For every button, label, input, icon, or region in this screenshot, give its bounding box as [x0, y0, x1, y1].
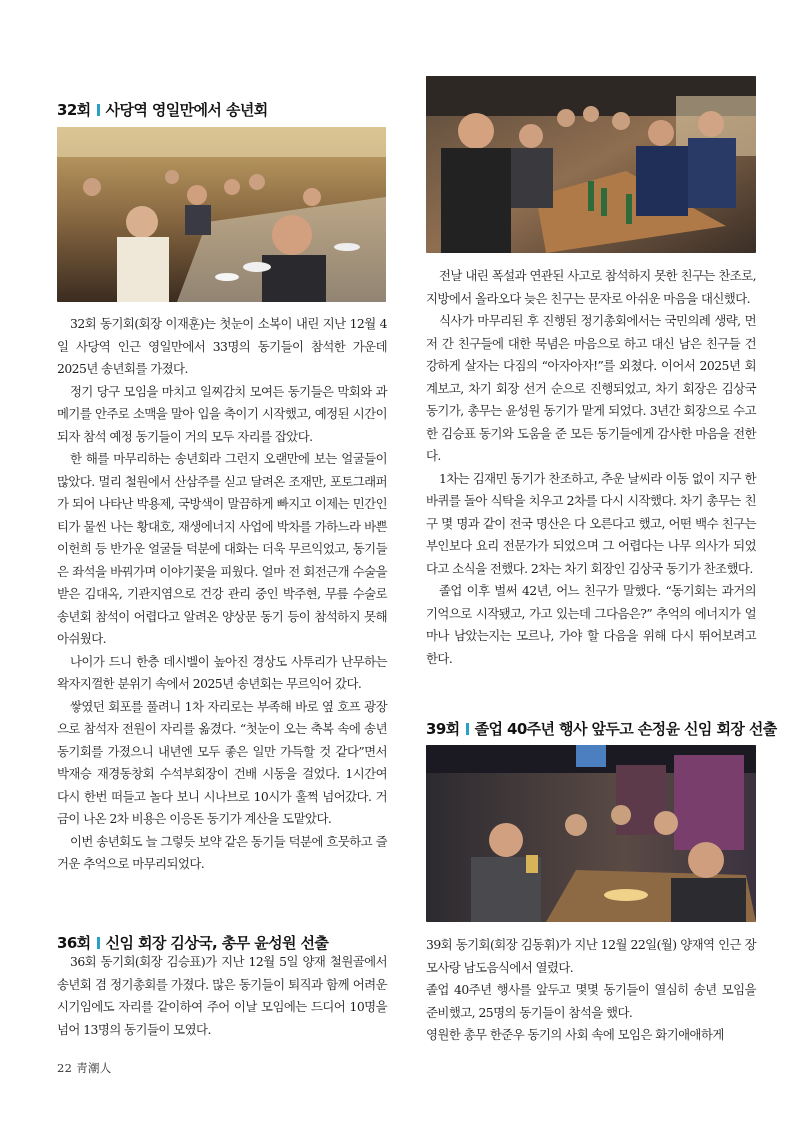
paragraph: 졸업 40주년 행사를 앞두고 몇몇 동기들이 열심히 송년 모임을 준비했고, 25명의 동기들이 참석을 했다.: [426, 982, 756, 1020]
accent-bar: [97, 104, 100, 116]
paragraph: 영원한 총무 한준우 동기의 사회 속에 모임은 화기애애하게: [426, 1027, 724, 1042]
article-32-body: [57, 313, 387, 876]
heading-32: [57, 99, 268, 120]
paragraph: 32회 동기회(회장 이재훈)는 첫눈이 소복이 내린 지난 12월 4일 사당역 인근 영일만에서 33명의 동기들이 참석한 가운데 2025년 송년회를 가졌다.: [57, 316, 387, 376]
accent-bar: [466, 723, 469, 735]
paragraph: 정기 당구 모임을 마치고 일찌감치 모여든 동기들은 막회와 과메기를 안주로 소맥을 말아 입을 축이기 시작했고, 예정된 시간이 되자 참석 예정 동기들이 거의 모두 자리를 잡았다.: [57, 383, 387, 444]
paragraph: 쌓였던 회포를 풀려니 1차 자리로는 부족해 바로 옆 호프 광장으로 참석자 전원이 자리를 옮겼다. “첫눈이 오는 축복 속에 송년 동기회를 가졌으니 내년엔 모두 좋은 일만 가득할 것 같다”면서 박재승 재경동창회 수석부회장이 건배 시동을 걸었다. 1시간여 다시 한번 떠들고 놀다 보니 시나브로 10시가 훌쩍 넘어갔다. 거금이 나온 2차 비용은 이응돈 동기가 계산을 도맡았다.: [57, 698, 387, 826]
photo-36-gathering: [426, 76, 756, 253]
paragraph: 이번 송년회도 늘 그렇듯 보약 같은 동기들 덕분에 흐뭇하고 즐거운 추억으로 마무리되었다.: [57, 833, 387, 871]
page-footer: 22 靑潮人: [57, 1061, 112, 1075]
section-number: 39회: [426, 720, 460, 738]
paragraph: 36회 동기회(회장 김승표)가 지난 12월 5일 양재 철원골에서 송년회 겸 정기총회를 가졌다. 많은 동기들이 퇴직과 함께 어려운 시기임에도 자리를 같이하여 주어 이날 모임에는 드디어 10명을 넘어 13명의 동기들이 모였다.: [57, 954, 387, 1037]
section-number: 32회: [57, 101, 91, 119]
accent-bar: [97, 937, 100, 949]
photo-32-gathering: [57, 127, 386, 302]
article-36-body: [57, 951, 387, 1041]
paragraph: 1차는 김재민 동기가 찬조하고, 추운 날씨라 이동 없이 지구 한바퀴를 돌아 식탁을 치우고 2차를 다시 시작했다. 차기 총무는 친구 몇 명과 같이 전국 명산은 다 오른다고 했고, 어떤 백수 친구는 부인보다 요리 전문가가 되었으며 그 어렵다는 나무 의사가 되었다고 소식을 전했다. 2차는 차기 회장인 김상국 동기가 찬조했다.: [426, 470, 756, 576]
section-title: 졸업 40주년 행사 앞두고 손정윤 신임 회장 선출: [474, 720, 777, 738]
paragraph: 전날 내린 폭설과 연관된 사고로 참석하지 못한 친구는 찬조로, 지방에서 올라오다 늦은 친구는 문자로 아쉬운 마음을 대신했다.: [426, 268, 756, 306]
paragraph: 나이가 드니 한층 데시벨이 높아진 경상도 사투리가 난무하는 왁자지껄한 분위기 속에서 2025년 송년회는 무르익어 갔다.: [57, 653, 387, 691]
photo-39-gathering: [426, 745, 756, 922]
section-title: 사당역 영일만에서 송년회: [105, 101, 268, 119]
article-36-continued: [426, 265, 756, 670]
paragraph: 한 해를 마무리하는 송년회라 그런지 오랜만에 보는 얼굴들이 많았다. 멀리 철원에서 산삼주를 싣고 달려온 조재만, 포토그래퍼가 되어 나타난 박용제, 국방색이 말끔하게 빠지고 이제는 민간인 티가 물씬 나는 황대호, 재생에너지 사업에 박차를 가하느라 바쁜 이헌희 등 반가운 얼굴들 덕분에 대화는 더욱 무르익었고, 동기들은 좌석을 바꿔가며 이야기꽃을 피웠다. 얼마 전 회전근개 수술을 받은 김대옥, 기관지염으로 건강 관리 중인 박주현, 무릎 수술로 송년회 참석이 어렵다고 알려온 양상문 동기 등이 참석하지 못해 아쉬웠다.: [57, 451, 387, 646]
heading-36: [57, 932, 328, 953]
paragraph: 식사가 마무리된 후 진행된 정기총회에서는 국민의례 생략, 먼저 간 친구들에 대한 묵념은 마음으로 하고 대신 남은 친구들 건강하게 살자는 다짐의 “아자아자!”를 외쳤다. 이어서 2025년 회계보고, 차기 회장 선거 순으로 진행되었고, 차기 회장은 김상국 동기가, 총무는 윤성원 동기가 맡게 되었다. 3년간 회장으로 수고한 김승표 동기와 도움을 준 모든 동기들에게 감사한 마음을 전한다.: [426, 313, 756, 463]
section-number: 36회: [57, 934, 91, 952]
heading-39: [426, 718, 777, 739]
paragraph: 졸업 이후 벌써 42년, 어느 친구가 말했다. “동기회는 과거의 기억으로 시작됐고, 가고 있는데 그다음은?” 추억의 에너지가 얼마나 남았는지는 모르나, 가야 할 다음을 위해 다시 뛰어보려고 한다.: [426, 583, 756, 666]
section-title: 신임 회장 김상국, 총무 윤성원 선출: [105, 934, 329, 952]
article-39-body: [426, 934, 756, 1047]
paragraph: 39회 동기회(회장 김동휘)가 지난 12월 22일(월) 양재역 인근 장모사랑 남도음식에서 열렸다.: [426, 937, 756, 975]
